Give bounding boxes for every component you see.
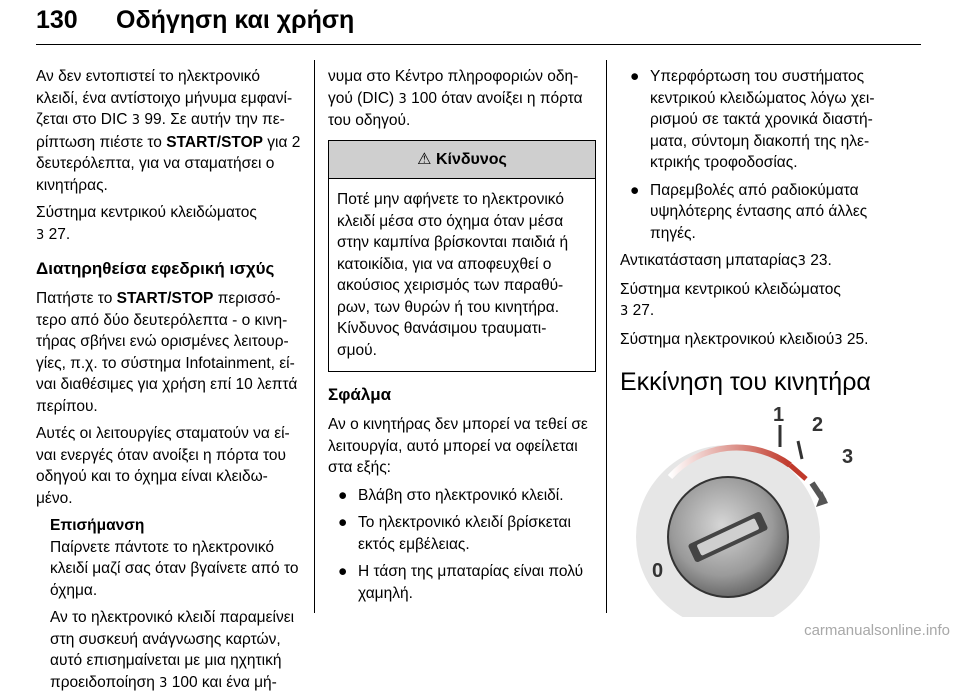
column-right [620, 66, 890, 617]
bullet-list [620, 66, 890, 244]
bullet-icon: ● [630, 68, 640, 85]
position-2-label: 2 [812, 414, 824, 436]
column-left [36, 66, 302, 700]
bullet-icon: ● [338, 514, 348, 531]
paragraph: Πατήστε το START/STOP περισσό‐ τερο από δύο δευτερόλεπτα - ο κινη‐ τήρας σβήνει ενώ ορισμένες λειτουρ‐ γίες, π.χ. το σύστημα Infotainment, εί‐ ναι διαθέσιμες για χρήση επί 10 λεπτά περίπου. [36, 290, 298, 415]
cross-reference-arrow-icon[interactable]: 3 [797, 254, 806, 269]
list-item: ● Η τάση της μπαταρίας είναι πολύ χαμηλή. [338, 563, 584, 602]
danger-title: Κίνδυνος [435, 150, 507, 168]
paragraph: Αυτές οι λειτουργίες σταματούν να εί‐ ναι ενεργές όταν ανοίξει η πόρτα του οδηγού και το όχημα είναι κλειδω‐ μένο. [36, 425, 290, 507]
position-3-label: 3 [842, 446, 854, 468]
position-1-label: 1 [773, 407, 785, 426]
danger-box [328, 140, 596, 373]
ignition-switch-figure [630, 407, 870, 617]
bullet-icon: ● [630, 181, 640, 199]
warning-icon: ⚠ [417, 150, 432, 168]
position-0-label: 0 [652, 560, 664, 582]
paragraph: Αν δεν εντοπιστεί το ηλεκτρονικό κλειδί, ένα αντίστοιχο μήνυμα εμφανί‐ ζεται στο DIC 3 99. Σε αυτήν την πε‐ ρίπτωση πιέστε το START/STOP για 2 δευτερόλεπτα, για να σταματήσει ο κινητήρας. [36, 68, 301, 194]
danger-text: Ποτέ μην αφήνετε το ηλεκτρονικό κλειδί μέσα στο όχημα όταν μέσα στην καμπίνα βρίσκονται παιδιά ή κατοικίδια, για να αποφευχθεί ο ακούσιος χειρισμός των παραθύ‐ ρων, των θυρών ή του κινητήρα. Κίνδυνος θανάσιμου τραυματι‐ σμού. [337, 191, 569, 359]
cross-reference-arrow-icon[interactable]: 3 [36, 227, 45, 243]
note-title: Επισήμανση [50, 517, 145, 534]
section-heading: Εκκίνηση του κινητήρα [620, 368, 871, 396]
cross-reference-arrow-icon[interactable]: 3 [834, 332, 843, 348]
bullet-icon: ● [338, 563, 348, 580]
cross-reference-arrow-icon[interactable]: 3 [159, 675, 168, 691]
list-item: ● Βλάβη στο ηλεκτρονικό κλειδί. [328, 485, 596, 507]
list-item: ● Παρεμβολές από ραδιοκύματα υψηλότερης έντασης από άλλες πηγές. [630, 181, 868, 242]
paragraph: Σύστημα κεντρικού κλειδώματος 3 27. [36, 204, 257, 243]
paragraph: νυμα στο Κέντρο πληροφοριών οδη‐ γού (DIC) 3 100 όταν ανοίξει η πόρτα του οδηγού. [328, 68, 583, 129]
section-heading: Σφάλμα [328, 385, 392, 404]
ignition-switch-illustration [630, 407, 870, 617]
paragraph: Αν ο κινητήρας δεν μπορεί να τεθεί σε λειτουργία, αυτό μπορεί να οφείλεται στα εξής: [328, 416, 588, 476]
danger-header [329, 141, 595, 180]
bullet-list [328, 485, 596, 605]
list-item: ● Το ηλεκτρονικό κλειδί βρίσκεται εκτός εμβέλειας. [338, 514, 571, 553]
note-box [50, 515, 302, 694]
cross-reference-arrow-icon[interactable]: 3 [620, 304, 629, 319]
page-title: Οδήγηση και χρήση [116, 6, 355, 34]
column-divider [606, 60, 607, 613]
cross-reference-arrow-icon[interactable]: 3 [398, 91, 407, 107]
column-middle [328, 66, 596, 610]
note-paragraph: Αν το ηλεκτρονικό κλειδί παραμείνει στη συσκευή ανάγνωσης καρτών, αυτό επισημαίνεται με μια ηχητική προειδοποίηση 3 100 και ένα μή‐ [50, 609, 295, 691]
bullet-icon: ● [338, 486, 348, 504]
list-item: ● Υπερφόρτωση του συστήματος κεντρικού κλειδώματος λόγω χει‐ ρισμού σε τακτά χρονικά διαστή‐ ματα, σύντομη διακοπή της ηλε‐ κτρικής τροφοδοσίας. [630, 68, 875, 171]
section-heading: Διατηρηθείσα εφεδρική ισχύς [36, 259, 275, 278]
page-header [36, 4, 921, 45]
note-paragraph: Παίρνετε πάντοτε το ηλεκτρονικό κλειδί μαζί σας όταν βγαίνετε από το όχημα. [50, 538, 299, 599]
paragraph: Σύστημα ηλεκτρονικού κλειδιού3 25. [620, 330, 869, 348]
paragraph: Σύστημα κεντρικού κλειδώματος 3 27. [620, 280, 841, 319]
paragraph: Αντικατάσταση μπαταρίας3 23. [620, 252, 832, 269]
column-divider [314, 60, 315, 613]
watermark: carmanualsonline.info [804, 622, 950, 639]
cross-reference-arrow-icon[interactable]: 3 [131, 113, 141, 128]
page-number: 130 [36, 6, 78, 34]
